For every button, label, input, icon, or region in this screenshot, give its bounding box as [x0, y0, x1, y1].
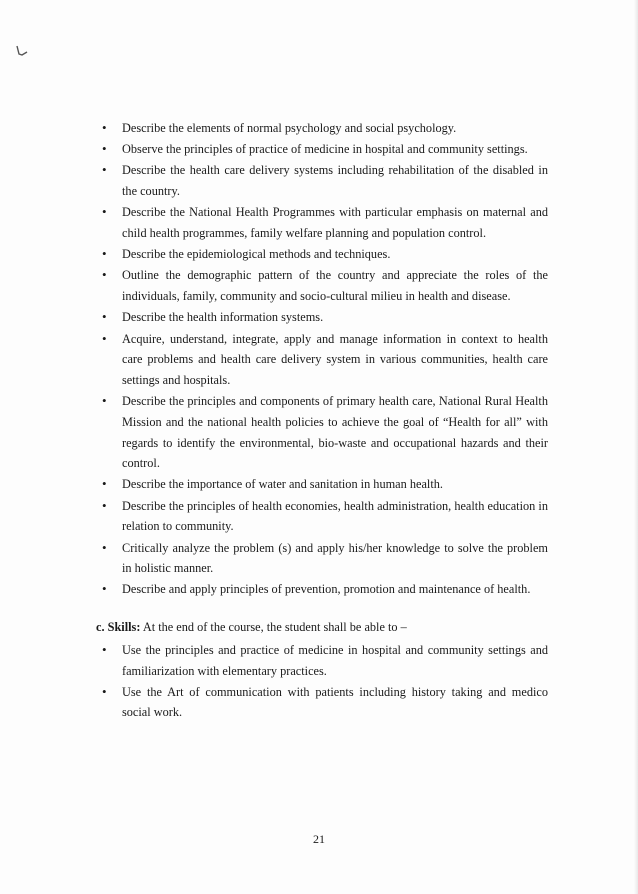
- list-item: • Use the principles and practice of medicine in hospital and community settings and familiarization with elementary practices.: [96, 640, 548, 681]
- list-item: • Describe the elements of normal psychology and social psychology.: [96, 118, 548, 139]
- skills-heading-label: c. Skills:: [96, 620, 141, 635]
- objectives-list: [96, 118, 548, 600]
- list-item: • Describe the health information systems.: [96, 307, 548, 328]
- skills-heading: [96, 617, 548, 638]
- list-item: • Describe the importance of water and sanitation in human health.: [96, 474, 548, 495]
- page-number: 21: [313, 832, 325, 846]
- skills-list: [96, 640, 548, 723]
- list-item: • Describe the health care delivery systems including rehabilitation of the disabled in the country.: [96, 160, 548, 201]
- list-item: • Describe the principles and components of primary health care, National Rural Health Mission and the national health policies to achieve the goal of “Health for all” with regards to identify the environmental, bio-waste and occupational hazards and their control.: [96, 391, 548, 474]
- list-item: • Observe the principles of practice of medicine in hospital and community settings.: [96, 139, 548, 160]
- scan-edge: [634, 0, 638, 894]
- list-item: • Critically analyze the problem (s) and apply his/her knowledge to solve the problem in holistic manner.: [96, 538, 548, 579]
- skills-heading-text: At the end of the course, the student shall be able to –: [140, 620, 407, 635]
- list-item: • Describe and apply principles of prevention, promotion and maintenance of health.: [96, 579, 548, 600]
- list-item: • Describe the epidemiological methods and techniques.: [96, 244, 548, 265]
- list-item: • Use the Art of communication with patients including history taking and medico social work.: [96, 682, 548, 723]
- list-item: • Describe the National Health Programmes with particular emphasis on maternal and child health programmes, family welfare planning and population control.: [96, 202, 548, 243]
- list-item: • Outline the demographic pattern of the country and appreciate the roles of the individuals, family, community and socio-cultural milieu in health and disease.: [96, 265, 548, 306]
- list-item: • Describe the principles of health economies, health administration, health education in relation to community.: [96, 496, 548, 537]
- list-item: • Acquire, understand, integrate, apply and manage information in context to health care problems and health care delivery system in various communities, health care settings and hospitals.: [96, 329, 548, 391]
- scan-mark-icon: [14, 44, 36, 58]
- content-area: [96, 118, 548, 724]
